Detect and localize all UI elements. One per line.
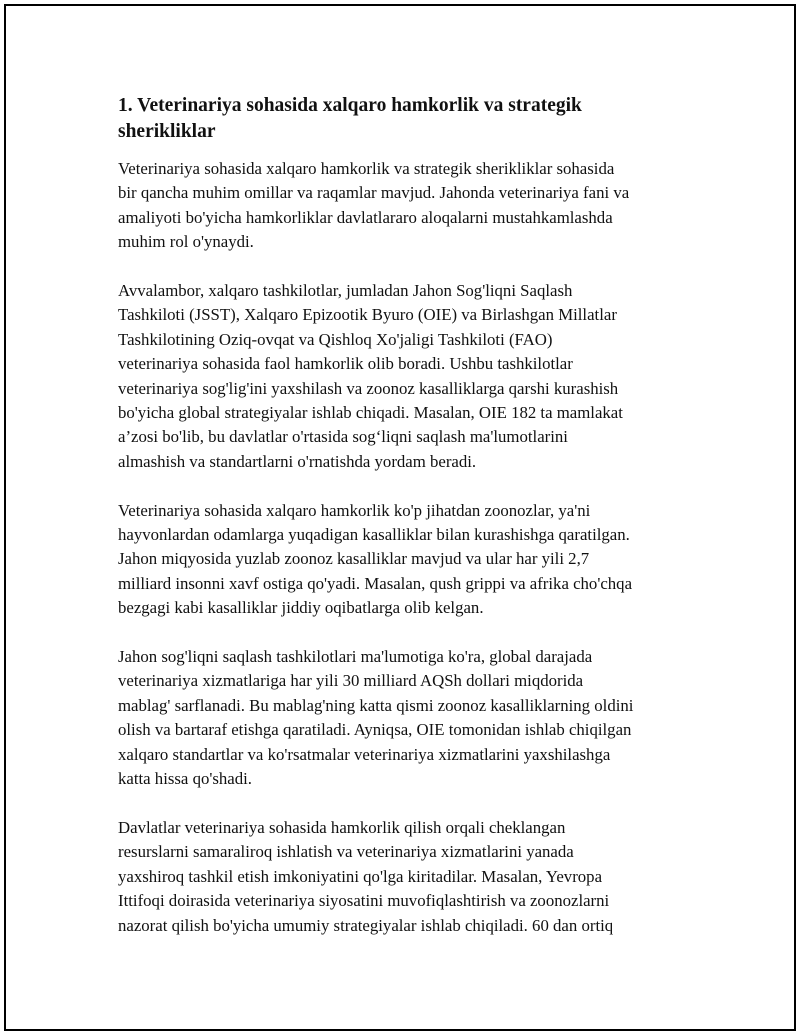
paragraph-5	[118, 816, 690, 938]
text-line: Davlatlar veterinariya sohasida hamkorlik qilish orqali cheklangan	[118, 817, 566, 837]
text-line: Avvalambor, xalqaro tashkilotlar, jumladan Jahon Sog'liqni Saqlash	[118, 281, 573, 301]
text-line: resurslarni samaraliroq ishlatish va veterinariya xizmatlarini yanada	[118, 842, 574, 862]
text-line: veterinariya sog'lig'ini yaxshilash va zoonoz kasalliklarga qarshi kurashish	[118, 378, 619, 398]
text-line: milliard insonni xavf ostiga qo'yadi. Masalan, qush grippi va afrika cho'chqa	[118, 573, 633, 593]
text-line: Jahon sog'liqni saqlash tashkilotlari ma'lumotiga ko'ra, global darajada	[118, 647, 593, 667]
text-line: nazorat qilish bo'yicha umumiy strategiyalar ishlab chiqiladi. 60 dan ortiq	[118, 915, 614, 935]
text-line: Veterinariya sohasida xalqaro hamkorlik ko'p jihatdan zoonozlar, ya'ni	[118, 500, 591, 520]
paragraph-1	[118, 157, 690, 255]
text-line: olish va bartaraf etishga qaratiladi. Ayniqsa, OIE tomonidan ishlab chiqilgan	[118, 720, 632, 740]
text-line: bezgagi kabi kasalliklar jiddiy oqibatlarga olib kelgan.	[118, 598, 484, 618]
text-line: almashish va standartlarni o'rnatishda yordam beradi.	[118, 451, 477, 471]
text-line: veterinariya sohasida faol hamkorlik olib boradi. Ushbu tashkilotlar	[118, 354, 573, 374]
text-line: Tashkiloti (JSST), Xalqaro Epizootik Byuro (OIE) va Birlashgan Millatlar	[118, 305, 617, 325]
text-line: Jahon miqyosida yuzlab zoonoz kasalliklar mavjud va ular har yili 2,7	[118, 549, 590, 569]
text-line: Tashkilotining Oziq-ovqat va Qishloq Xo'jaligi Tashkiloti (FAO)	[118, 329, 553, 349]
text-line: muhim rol o'ynaydi.	[118, 232, 254, 252]
text-line: amaliyoti bo'yicha hamkorliklar davlatlararo aloqalarni mustahkamlashda	[118, 207, 613, 227]
text-line: Ittifoqi doirasida veterinariya siyosatini muvofiqlashtirish va zoonozlarni	[118, 891, 610, 911]
paragraph-3	[118, 499, 690, 621]
document-body	[118, 93, 690, 962]
paragraph-4	[118, 645, 690, 791]
heading-line: 1. Veterinariya sohasida xalqaro hamkorlik va strategik	[118, 95, 582, 116]
text-line: mablag' sarflanadi. Bu mablag'ning katta qismi zoonoz kasalliklarning oldini	[118, 695, 634, 715]
text-line: a’zosi bo'lib, bu davlatlar o'rtasida sog‘liqni saqlash ma'lumotlarini	[118, 427, 568, 447]
heading-line: sherikliklar	[118, 121, 216, 142]
text-line: katta hissa qo'shadi.	[118, 769, 252, 789]
section-heading	[118, 93, 690, 145]
text-line: Veterinariya sohasida xalqaro hamkorlik va strategik sherikliklar sohasida	[118, 159, 615, 178]
text-line: veterinariya xizmatlariga har yili 30 milliard AQSh dollari miqdorida	[118, 671, 584, 691]
text-line: yaxshiroq tashkil etish imkoniyatini qo'lga kiritadilar. Masalan, Yevropa	[118, 866, 603, 886]
text-line: hayvonlardan odamlarga yuqadigan kasalliklar bilan kurashishga qaratilgan.	[118, 525, 630, 545]
text-line: bir qancha muhim omillar va raqamlar mavjud. Jahonda veterinariya fani va	[118, 183, 630, 203]
text-line: xalqaro standartlar va ko'rsatmalar veterinariya xizmatlarini yaxshilashga	[118, 744, 611, 764]
paragraph-2	[118, 279, 690, 474]
text-line: bo'yicha global strategiyalar ishlab chiqadi. Masalan, OIE 182 ta mamlakat	[118, 403, 623, 423]
